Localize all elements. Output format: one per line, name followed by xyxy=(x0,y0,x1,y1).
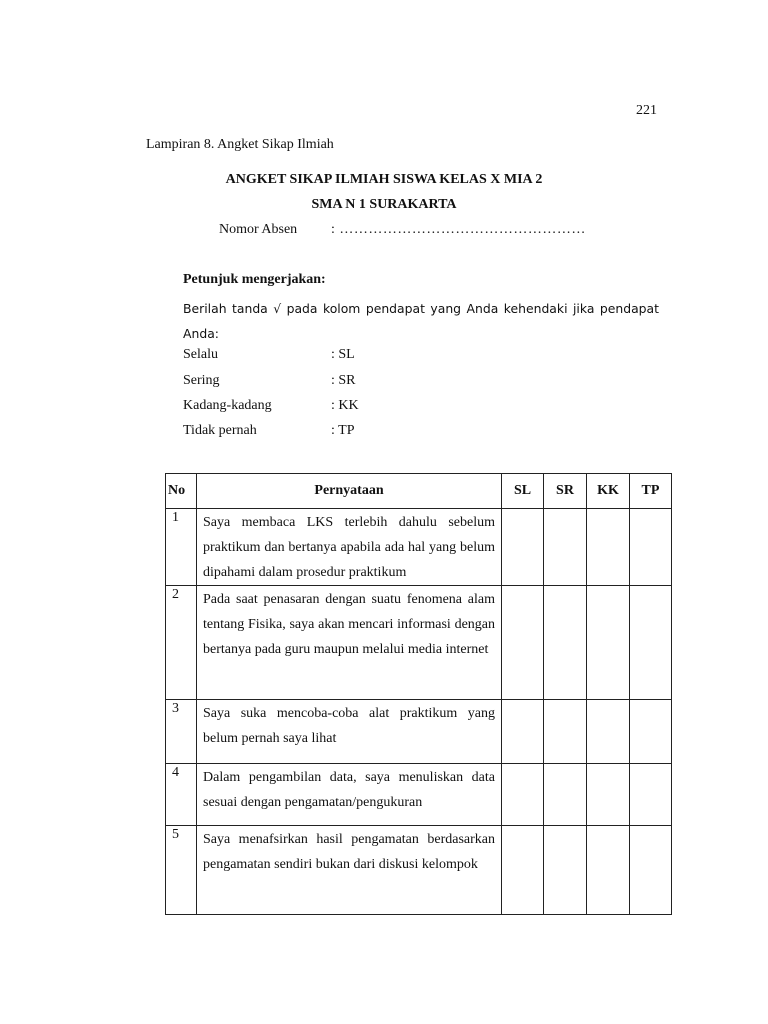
row-number: 4 xyxy=(166,764,197,826)
absen-label: Nomor Absen xyxy=(219,222,298,237)
school-name: SMA N 1 SURAKARTA xyxy=(311,197,457,212)
legend-term: Tidak pernah xyxy=(183,423,257,438)
row-number: 2 xyxy=(166,586,197,700)
table-row xyxy=(166,700,672,764)
answer-cell-tp[interactable] xyxy=(630,700,672,764)
absen-field[interactable]: : …………………………………………… xyxy=(331,222,586,237)
row-number: 3 xyxy=(166,700,197,764)
table-header-row xyxy=(166,474,672,509)
row-statement: Saya membaca LKS terlebih dahulu sebelum praktikum dan bertanya apabila ada hal yang belum dipahami dalam prosedur praktikum xyxy=(197,509,502,586)
header-tp: TP xyxy=(630,474,672,509)
legend-term: Selalu xyxy=(183,347,218,362)
appendix-title: Lampiran 8. Angket Sikap Ilmiah xyxy=(146,137,334,152)
instructions-heading: Petunjuk mengerjakan: xyxy=(183,272,326,287)
header-sl: SL xyxy=(502,474,544,509)
answer-cell-sr[interactable] xyxy=(544,764,587,826)
questionnaire-table xyxy=(165,473,672,915)
answer-cell-kk[interactable] xyxy=(587,700,630,764)
answer-cell-sl[interactable] xyxy=(502,700,544,764)
answer-cell-tp[interactable] xyxy=(630,586,672,700)
answer-cell-kk[interactable] xyxy=(587,764,630,826)
legend-code: : SR xyxy=(331,373,356,388)
legend-code: : KK xyxy=(331,398,359,413)
answer-cell-sr[interactable] xyxy=(544,826,587,915)
header-sr: SR xyxy=(544,474,587,509)
answer-cell-sl[interactable] xyxy=(502,509,544,586)
legend-code: : SL xyxy=(331,347,355,362)
instructions-text: Berilah tanda √ pada kolom pendapat yang Anda kehendaki jika pendapat Anda: xyxy=(183,301,659,341)
answer-cell-sl[interactable] xyxy=(502,764,544,826)
answer-cell-sr[interactable] xyxy=(544,509,587,586)
table-row xyxy=(166,586,672,700)
table-row xyxy=(166,764,672,826)
header-no: No xyxy=(166,474,197,509)
answer-cell-sr[interactable] xyxy=(544,586,587,700)
table-row xyxy=(166,509,672,586)
row-statement: Saya menafsirkan hasil pengamatan berdasarkan pengamatan sendiri bukan dari diskusi kelompok xyxy=(197,826,502,915)
legend-term: Sering xyxy=(183,373,220,388)
answer-cell-kk[interactable] xyxy=(587,826,630,915)
header-statement: Pernyataan xyxy=(197,474,502,509)
answer-cell-tp[interactable] xyxy=(630,826,672,915)
answer-cell-sl[interactable] xyxy=(502,826,544,915)
row-number: 5 xyxy=(166,826,197,915)
document-title: ANGKET SIKAP ILMIAH SISWA KELAS X MIA 2 xyxy=(225,172,543,187)
row-statement: Pada saat penasaran dengan suatu fenomena alam tentang Fisika, saya akan mencari informasi dengan bertanya pada guru maupun melalui media internet xyxy=(197,586,502,700)
page-number: 221 xyxy=(636,103,657,118)
answer-cell-kk[interactable] xyxy=(587,509,630,586)
table-row xyxy=(166,826,672,915)
answer-cell-sl[interactable] xyxy=(502,586,544,700)
row-number: 1 xyxy=(166,509,197,586)
answer-cell-sr[interactable] xyxy=(544,700,587,764)
answer-cell-kk[interactable] xyxy=(587,586,630,700)
answer-cell-tp[interactable] xyxy=(630,764,672,826)
row-statement: Saya suka mencoba-coba alat praktikum yang belum pernah saya lihat xyxy=(197,700,502,764)
legend-term: Kadang-kadang xyxy=(183,398,272,413)
answer-cell-tp[interactable] xyxy=(630,509,672,586)
row-statement: Dalam pengambilan data, saya menuliskan data sesuai dengan pengamatan/pengukuran xyxy=(197,764,502,826)
header-kk: KK xyxy=(587,474,630,509)
legend-code: : TP xyxy=(331,423,355,438)
